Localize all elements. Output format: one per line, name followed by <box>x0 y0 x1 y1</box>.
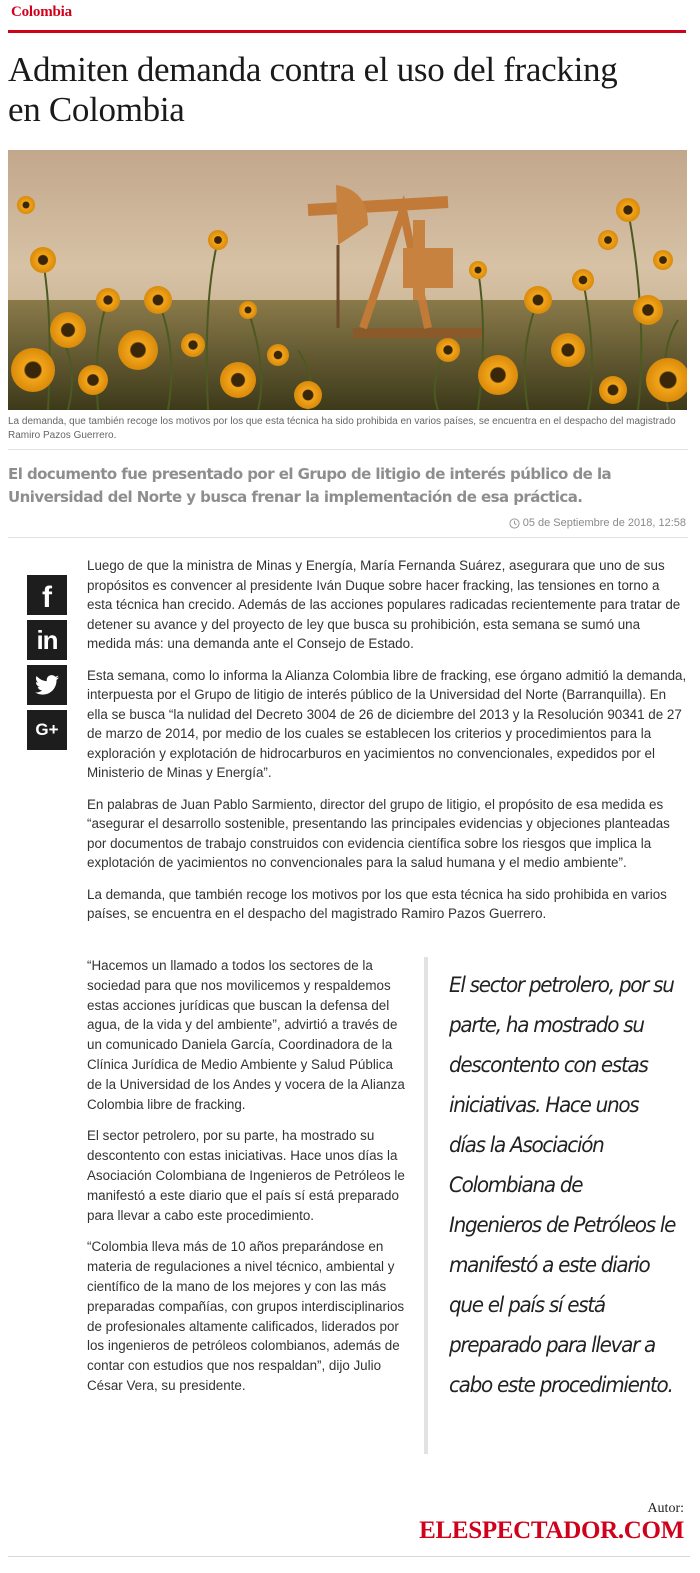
article-body <box>87 556 687 936</box>
facebook-share-button[interactable] <box>27 575 67 615</box>
pumpjack-sunflower-photo <box>8 150 687 410</box>
caption-divider <box>8 449 688 450</box>
footer-divider <box>8 1556 690 1557</box>
twitter-icon <box>35 675 59 695</box>
twitter-share-button[interactable] <box>27 665 67 705</box>
linkedin-share-button[interactable] <box>27 620 67 660</box>
publish-date-text: 05 de Septiembre de 2018, 12:58 <box>522 517 686 529</box>
body-paragraph: En palabras de Juan Pablo Sarmiento, director del grupo de litigio, el propósito de esa medida es “asegurar el desarrollo sostenible, presentando las principales evidencias y objeciones planteadas por documentos de trabajo construidos con evidencia científica sobre los riesgos que implica la explotación de yacimientos no convencionales para la salud humana y el medio ambiente”. <box>87 796 670 870</box>
image-caption: La demanda, que también recoge los motivos por los que esta técnica ha sido prohibida en varios países, se encuentra en el despacho del magistrado Ramiro Pazos Guerrero. <box>8 416 676 441</box>
googleplus-icon: G+ <box>35 720 59 739</box>
section-label[interactable]: Colombia <box>11 4 72 20</box>
googleplus-share-button[interactable] <box>27 710 67 750</box>
date-divider <box>8 537 688 538</box>
article-title: Admiten demanda contra el uso del fracking en Colombia <box>8 50 618 129</box>
pullquote-bar <box>424 957 428 1454</box>
publish-date <box>509 517 686 529</box>
hero-image <box>8 150 687 410</box>
clock-icon <box>509 518 520 529</box>
author-label: Autor: <box>647 1501 684 1516</box>
article-body-narrow <box>87 956 405 1408</box>
article-lead: El documento fue presentado por el Grupo de litigio de interés público de la Universidad del Norte y busca frenar la implementación de esa práctica. <box>8 465 612 506</box>
brand-logo-text[interactable]: ELESPECTADOR.COM <box>419 1517 684 1544</box>
body-paragraph: Luego de que la ministra de Minas y Energía, María Fernanda Suárez, asegurara que uno de sus propósitos es convencer al presidente Iván Duque sobre hacer fracking, las tensiones en torno a esta técnica han crecido. Además de las acciones populares radicadas recientemente para tratar de detener su avance y del proyecto de ley que busca su prohibición, esta semana se sumó una medida más: una demanda ante el Consejo de Estado. <box>87 558 681 651</box>
section-divider <box>8 30 686 33</box>
pullquote: El sector petrolero, por su parte, ha mostrado su descontento con estas iniciativas. Hace unos días la Asociación Colombiana de Ingenieros de Petróleos le manifestó a este diario que el país sí está preparado para llevar a cabo este procedimiento. <box>449 973 676 1397</box>
body-paragraph: La demanda, que también recoge los motivos por los que esta técnica ha sido prohibida en varios países, se encuentra en el despacho del magistrado Ramiro Pazos Guerrero. <box>87 886 667 921</box>
body-paragraph: “Hacemos un llamado a todos los sectores de la sociedad para que nos movilicemos y respaldemos estas acciones jurídicas que buscan la defensa del agua, de la vida y del ambiente”, advirtió a través de un comunicado Daniela García, Coordinadora de la Clínica Jurídica de Medio Ambiente y Salud Pública de la Universidad de los Andes y vocera de la Alianza Colombia libre de fracking. <box>87 958 405 1112</box>
body-paragraph: Esta semana, como lo informa la Alianza Colombia libre de fracking, ese órgano admitió la demanda, interpuesta por el Grupo de litigio de interés público de la Universidad del Norte (Barranquilla). En ella se busca “la nulidad del Decreto 3004 de 26 de diciembre del 2013 y la Resolución 90341 de 27 de marzo de 2014, por medio de los cuales se establecen los criterios y procedimientos para la exploración y explotación de hidrocarburos en yacimientos no convencionales, expedidos por el Ministerio de Minas y Energía”. <box>87 667 687 780</box>
body-paragraph: “Colombia lleva más de 10 años preparándose en materia de regulaciones a nivel técnico, ambiental y científico de la mano de los mejores y con las más preparadas compañías, con grupos interdisciplinarios de profesionales altamente calificados, liderados por los ingenieros de petróleos colombianos, además de contar con estudios que nos respaldan”, dijo Julio César Vera, su presidente. <box>87 1239 405 1393</box>
body-paragraph: El sector petrolero, por su parte, ha mostrado su descontento con estas iniciativas. Hace unos días la Asociación Colombiana de Ingenieros de Petróleos le manifestó a este diario que el país sí está preparado para llevar a cabo este procedimiento. <box>87 1128 405 1223</box>
linkedin-icon: in <box>36 624 58 655</box>
facebook-icon: f <box>42 581 52 614</box>
